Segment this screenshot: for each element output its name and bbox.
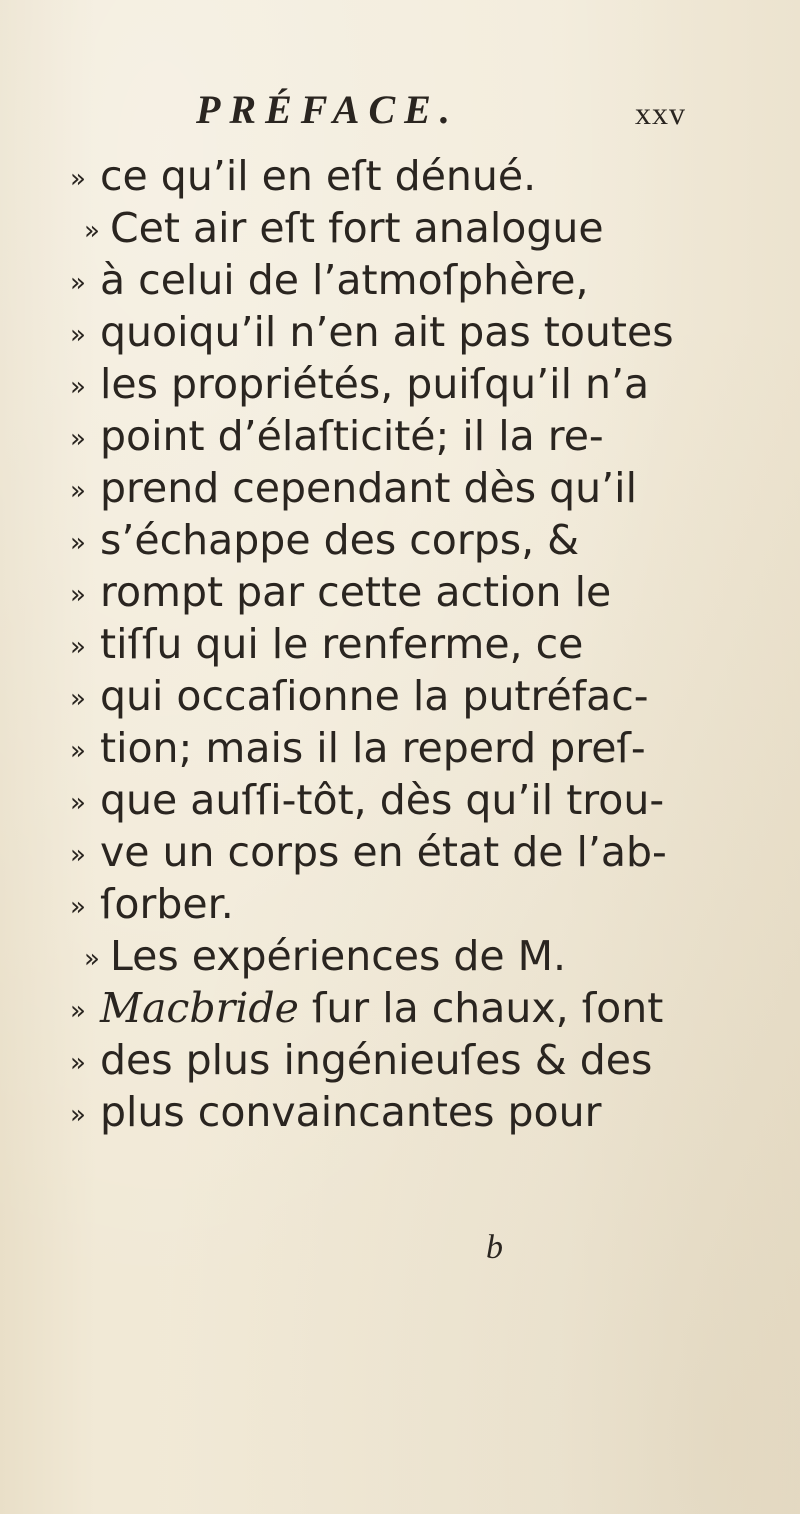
text-line (70, 566, 790, 618)
line-text: plus convaincantes pour (100, 1088, 602, 1136)
running-title: PRÉFACE. (196, 87, 459, 132)
quote-mark: » (70, 1048, 86, 1078)
quote-mark: » (70, 892, 86, 922)
line-text: ve un corps en état de l’ab- (100, 828, 667, 876)
author-name: Macbride (100, 984, 299, 1032)
line-text: s’échappe des corps, & (100, 516, 580, 564)
page-header (196, 82, 716, 138)
quote-mark: » (70, 372, 86, 402)
line-text: des plus ingénieuſes & des (100, 1036, 653, 1084)
text-line (70, 774, 790, 826)
quote-mark: » (70, 840, 86, 870)
page-number: xxv (635, 95, 686, 131)
text-line (70, 1086, 790, 1138)
body-text (70, 150, 790, 1138)
line-text: ce qu’il en eſt dénué. (100, 152, 537, 200)
quote-mark: » (70, 424, 86, 454)
text-line (70, 722, 790, 774)
line-text: Les expériences de M. (110, 932, 567, 980)
text-line (70, 202, 790, 254)
quote-mark: » (70, 580, 86, 610)
text-line (70, 930, 790, 982)
quote-mark: » (84, 944, 100, 974)
line-text: tiſſu qui le renferme, ce (100, 620, 584, 668)
quote-mark: » (70, 1100, 86, 1130)
quote-mark: » (84, 216, 100, 246)
line-text: tion; mais il la reperd preſ- (100, 724, 646, 772)
line-text: que auſſi-tôt, dès qu’il trou- (100, 776, 665, 824)
line-text: prend cependant dès qu’il (100, 464, 637, 512)
text-line (70, 514, 790, 566)
line-text: quoiqu’il n’en ait pas toutes (100, 308, 674, 356)
quote-mark: » (70, 528, 86, 558)
line-text: Cet air eſt fort analogue (110, 204, 604, 252)
text-line (70, 410, 790, 462)
text-line (70, 254, 790, 306)
quote-mark: » (70, 164, 86, 194)
line-text: à celui de l’atmoſphère, (100, 256, 589, 304)
quote-mark: » (70, 632, 86, 662)
line-text: qui occaſionne la putréfac- (100, 672, 649, 720)
quote-mark: » (70, 736, 86, 766)
text-line (70, 1034, 790, 1086)
text-line (70, 826, 790, 878)
text-line (70, 150, 790, 202)
text-line (70, 670, 790, 722)
text-line (70, 982, 790, 1034)
quote-mark: » (70, 268, 86, 298)
text-line (70, 462, 790, 514)
quote-mark: » (70, 476, 86, 506)
line-text: rompt par cette action le (100, 568, 612, 616)
signature-mark: b (486, 1229, 503, 1266)
text-line (70, 618, 790, 670)
quote-mark: » (70, 788, 86, 818)
text-line (70, 878, 790, 930)
line-text: ſur la chaux, ſont (298, 984, 664, 1032)
text-line (70, 358, 790, 410)
line-text: point d’élaſticité; il la re- (100, 412, 604, 460)
text-line (70, 306, 790, 358)
quote-mark: » (70, 996, 86, 1026)
quote-mark: » (70, 684, 86, 714)
quote-mark: » (70, 320, 86, 350)
line-text: les propriétés, puiſqu’il n’a (100, 360, 650, 408)
line-text: ſorber. (100, 880, 234, 928)
